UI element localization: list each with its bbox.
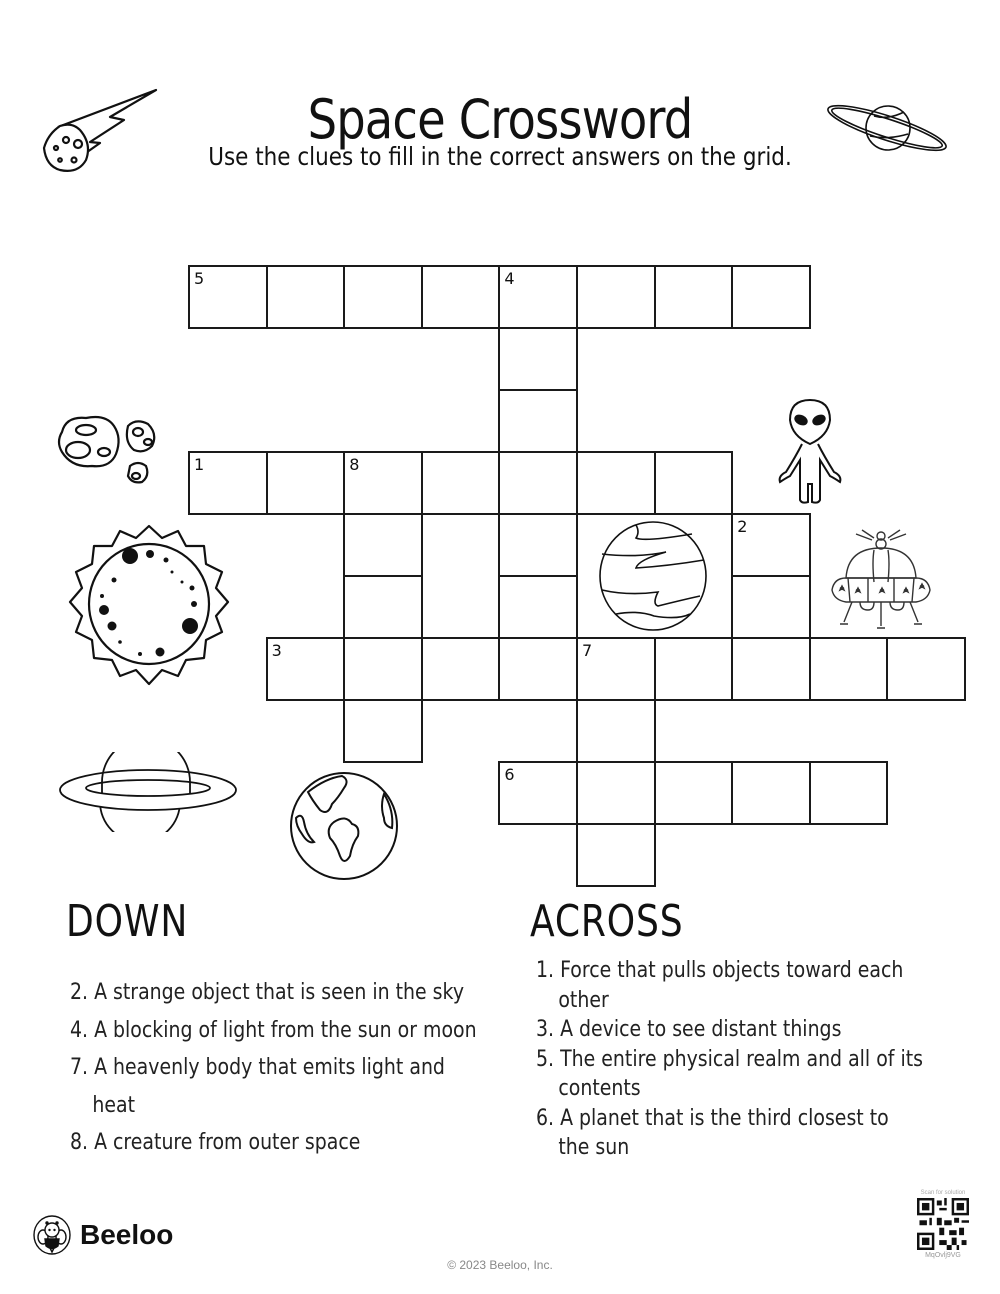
grid-cell[interactable] (498, 451, 578, 515)
grid-cell[interactable] (266, 451, 346, 515)
across-heading: ACROSS (530, 896, 684, 947)
qr-code-id: MqOvlj9VG (925, 1252, 961, 1259)
grid-cell[interactable] (343, 265, 423, 329)
grid-cell[interactable] (498, 265, 578, 329)
across-clue-list (536, 956, 923, 1163)
grid-cell[interactable] (731, 513, 811, 577)
clue-number: 7 (582, 641, 593, 660)
grid-cell[interactable] (343, 451, 423, 515)
clue-number: 5 (194, 269, 205, 288)
down-clue-list (70, 974, 477, 1162)
grid-cell[interactable] (421, 451, 501, 515)
page-title: Space Crossword (307, 88, 693, 152)
grid-cell[interactable] (498, 575, 578, 639)
grid-blank-region (420, 513, 500, 639)
grid-cell[interactable] (731, 265, 811, 329)
down-clue: 7. A heavenly body that emits light and heat (70, 1055, 445, 1118)
qr-caption: Scan for solution (920, 1190, 966, 1196)
copyright: © 2023 Beeloo, Inc. (447, 1258, 553, 1272)
clue-number: 4 (504, 269, 515, 288)
earth-icon (288, 770, 400, 882)
grid-cell[interactable] (498, 389, 578, 453)
clue-number: 2 (737, 517, 748, 536)
grid-cell[interactable] (576, 761, 656, 825)
asteroids-icon (52, 410, 172, 494)
grid-cell[interactable] (421, 265, 501, 329)
grid-cell[interactable] (576, 637, 656, 701)
striped-planet-icon (598, 520, 708, 632)
alien-icon (768, 396, 852, 508)
grid-cell[interactable] (654, 761, 734, 825)
sun-icon (66, 522, 232, 688)
down-clue: 4. A blocking of light from the sun or moon (70, 1017, 477, 1043)
grid-cell[interactable] (576, 451, 656, 515)
qr-code-icon (917, 1198, 969, 1250)
down-clue: 8. A creature from outer space (70, 1130, 361, 1155)
grid-cell[interactable] (654, 637, 734, 701)
grid-cell[interactable] (731, 761, 811, 825)
down-clue: 2. A strange object that is seen in the sky (70, 980, 465, 1005)
down-heading: DOWN (66, 896, 189, 947)
brand-logo (32, 1215, 173, 1255)
grid-cell[interactable] (266, 637, 346, 701)
grid-cell[interactable] (576, 699, 656, 763)
bee-logo-icon (32, 1215, 72, 1255)
grid-cell[interactable] (576, 823, 656, 887)
instructions: Use the clues to fill in the correct answers on the grid. (208, 142, 792, 171)
grid-cell[interactable] (731, 575, 811, 639)
grid-cell[interactable] (343, 699, 423, 763)
across-clue: 1. Force that pulls objects toward each other (536, 958, 904, 1013)
across-clue: 6. A planet that is the third closest to the sun (536, 1105, 889, 1160)
clue-number: 8 (349, 455, 360, 474)
grid-cell[interactable] (343, 637, 423, 701)
grid-cell[interactable] (654, 265, 734, 329)
grid-cell[interactable] (498, 327, 578, 391)
grid-cell[interactable] (498, 513, 578, 577)
grid-cell[interactable] (498, 637, 578, 701)
grid-cell[interactable] (731, 637, 811, 701)
clue-number: 3 (271, 641, 282, 660)
saturn-tilted-icon (826, 98, 948, 158)
grid-cell[interactable] (188, 265, 268, 329)
across-clue: 3. A device to see distant things (536, 1017, 842, 1042)
grid-cell[interactable] (343, 575, 423, 639)
grid-cell[interactable] (809, 761, 889, 825)
comet-icon (38, 82, 188, 177)
clue-number: 6 (504, 765, 515, 784)
grid-cell[interactable] (809, 637, 889, 701)
ufo-icon (828, 526, 934, 634)
grid-cell[interactable] (266, 265, 346, 329)
saturn-icon (58, 752, 240, 832)
grid-cell[interactable] (654, 451, 734, 515)
grid-cell[interactable] (886, 637, 966, 701)
grid-cell[interactable] (188, 451, 268, 515)
grid-cell[interactable] (343, 513, 423, 577)
grid-cell[interactable] (576, 265, 656, 329)
solution-qr[interactable] (908, 1190, 978, 1259)
brand-name: Beeloo (80, 1219, 174, 1250)
clue-number: 1 (194, 455, 205, 474)
grid-cell[interactable] (421, 637, 501, 701)
grid-cell[interactable] (498, 761, 578, 825)
across-clue: 5. The entire physical realm and all of its contents (536, 1046, 923, 1101)
